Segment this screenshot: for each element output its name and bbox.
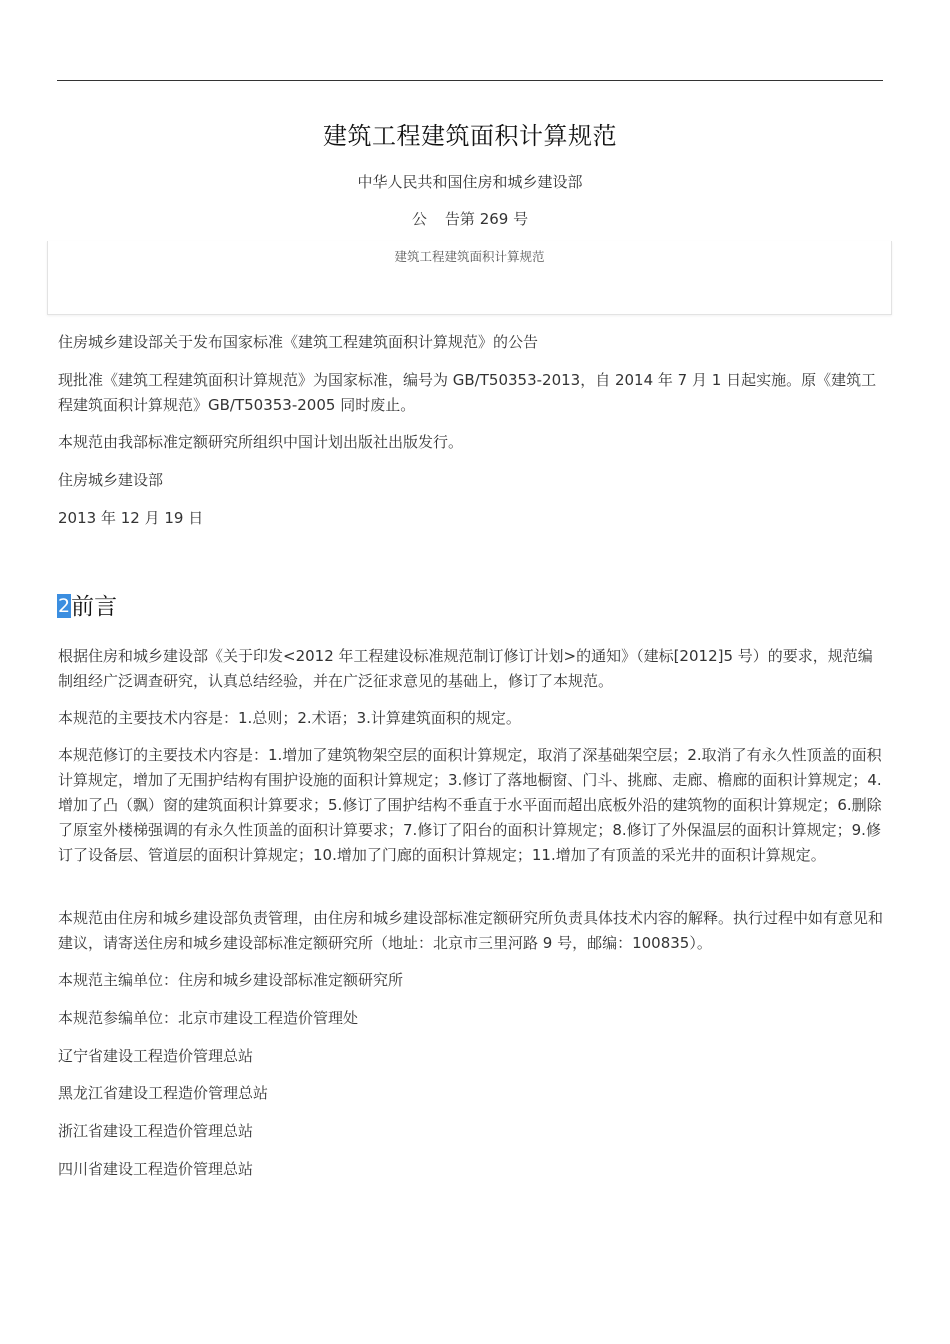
- preface-paragraph: 辽宁省建设工程造价管理总站: [58, 1047, 254, 1065]
- embedded-document-frame[interactable]: [47, 241, 892, 315]
- preface-paragraph: 根据住房和城乡建设部《关于印发<2012 年工程建设标准规范制订修订计划>的通知》（建标[2012]5 号）的要求，规范编制组经广泛调查研究，认真总结经验，并在广泛征求意见的基础上，修订了本规范。: [58, 647, 873, 690]
- preface-paragraph: 本规范主编单位：住房和城乡建设部标准定额研究所: [58, 971, 404, 989]
- preface-heading: [57, 591, 117, 623]
- announcement-heading: 住房城乡建设部关于发布国家标准《建筑工程建筑面积计算规范》的公告: [58, 333, 539, 351]
- preface-paragraph: 本规范由住房和城乡建设部负责管理，由住房和城乡建设部标准定额研究所负责具体技术内容的解释。执行过程中如有意见和建议，请寄送住房和城乡建设部标准定额研究所（地址：北京市三里河路 9 号，邮编：100835）。: [58, 909, 884, 952]
- issuer-line: 中华人民共和国住房和城乡建设部: [357, 173, 583, 191]
- preface-paragraph: 黑龙江省建设工程造价管理总站: [58, 1084, 269, 1102]
- announcement-publication: 本规范由我部标准定额研究所组织中国计划出版社出版发行。: [58, 433, 464, 451]
- announcement-approval: 现批准《建筑工程建筑面积计算规范》为国家标准，编号为 GB/T50353-2013，自 2014 年 7 月 1 日起实施。原《建筑工程建筑面积计算规范》GB/T50353-2005 同时废止。: [58, 371, 877, 414]
- notice-number: [0, 208, 940, 229]
- preface-paragraph: 四川省建设工程造价管理总站: [58, 1160, 254, 1178]
- preface-paragraph: 本规范修订的主要技术内容是：1.增加了建筑物架空层的面积计算规定，取消了深基础架空层；2.取消了有永久性顶盖的面积计算规定，增加了无围护结构有围护设施的面积计算规定；3.修订了落地橱窗、门斗、挑廊、走廊、檐廊的面积计算规定；4.增加了凸（飘）窗的建筑面积计算要求；5.修订了围护结构不垂直于水平面而超出底板外沿的建筑物的面积计算规定；6.删除了原室外楼梯强调的有永久性顶盖的面积计算要求；7.修订了阳台的面积计算规定；8.修订了外保温层的面积计算规定；9.修订了设备层、管道层的面积计算规定；10.增加了门廊的面积计算规定；11.增加了有顶盖的采光井的面积计算规定。: [58, 746, 882, 864]
- embedded-document-caption: 建筑工程建筑面积计算规范: [394, 249, 545, 264]
- notice-prefix: 公: [411, 210, 427, 228]
- top-divider: [57, 80, 883, 81]
- announcement-signatory: 住房城乡建设部: [58, 471, 164, 489]
- document-title: 建筑工程建筑面积计算规范: [323, 122, 617, 150]
- notice-suffix: 告第 269 号: [444, 210, 529, 228]
- section-number-badge: 2: [58, 595, 71, 617]
- preface-title: 前言: [71, 594, 118, 620]
- preface-paragraph: 浙江省建设工程造价管理总站: [58, 1122, 254, 1140]
- announcement-date: 2013 年 12 月 19 日: [58, 509, 204, 527]
- preface-paragraph: 本规范的主要技术内容是：1.总则；2.术语；3.计算建筑面积的规定。: [58, 709, 521, 727]
- preface-paragraph: 本规范参编单位：北京市建设工程造价管理处: [58, 1009, 359, 1027]
